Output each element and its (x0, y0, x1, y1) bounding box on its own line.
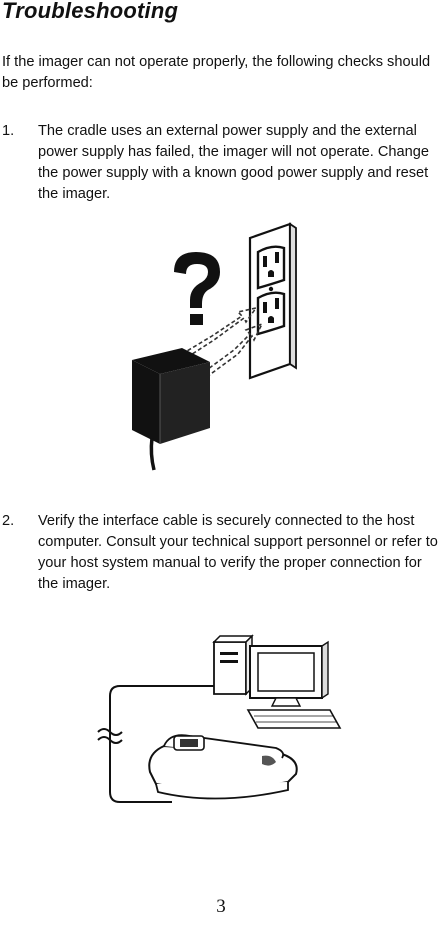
question-mark-icon (174, 252, 220, 325)
keyboard-icon (248, 710, 340, 728)
cradle-icon (149, 735, 296, 798)
intro-paragraph: If the imager can not operate properly, the following checks should be performed: (2, 54, 431, 91)
item-2-number: 2. (2, 513, 15, 529)
page-number: 3 (216, 896, 226, 917)
wall-outlet-icon (250, 224, 296, 378)
power-adapter-icon (132, 348, 210, 470)
monitor-icon (250, 642, 328, 706)
item-2-text: Verify the interface cable is securely connected to the host computer. Consult your technical support personnel or refer to your host system manual to verify the proper connection for the imager. (38, 513, 438, 592)
page-title: Troubleshooting (2, 0, 179, 23)
power-supply-illustration (122, 222, 322, 472)
item-1-text: The cradle uses an external power supply and the external power supply has failed, the imager will not operate. Change the power supply with a known good power supply and reset the imager. (38, 123, 430, 202)
computer-cradle-illustration (86, 632, 346, 832)
computer-tower-icon (214, 636, 252, 694)
item-1-number: 1. (2, 123, 15, 139)
